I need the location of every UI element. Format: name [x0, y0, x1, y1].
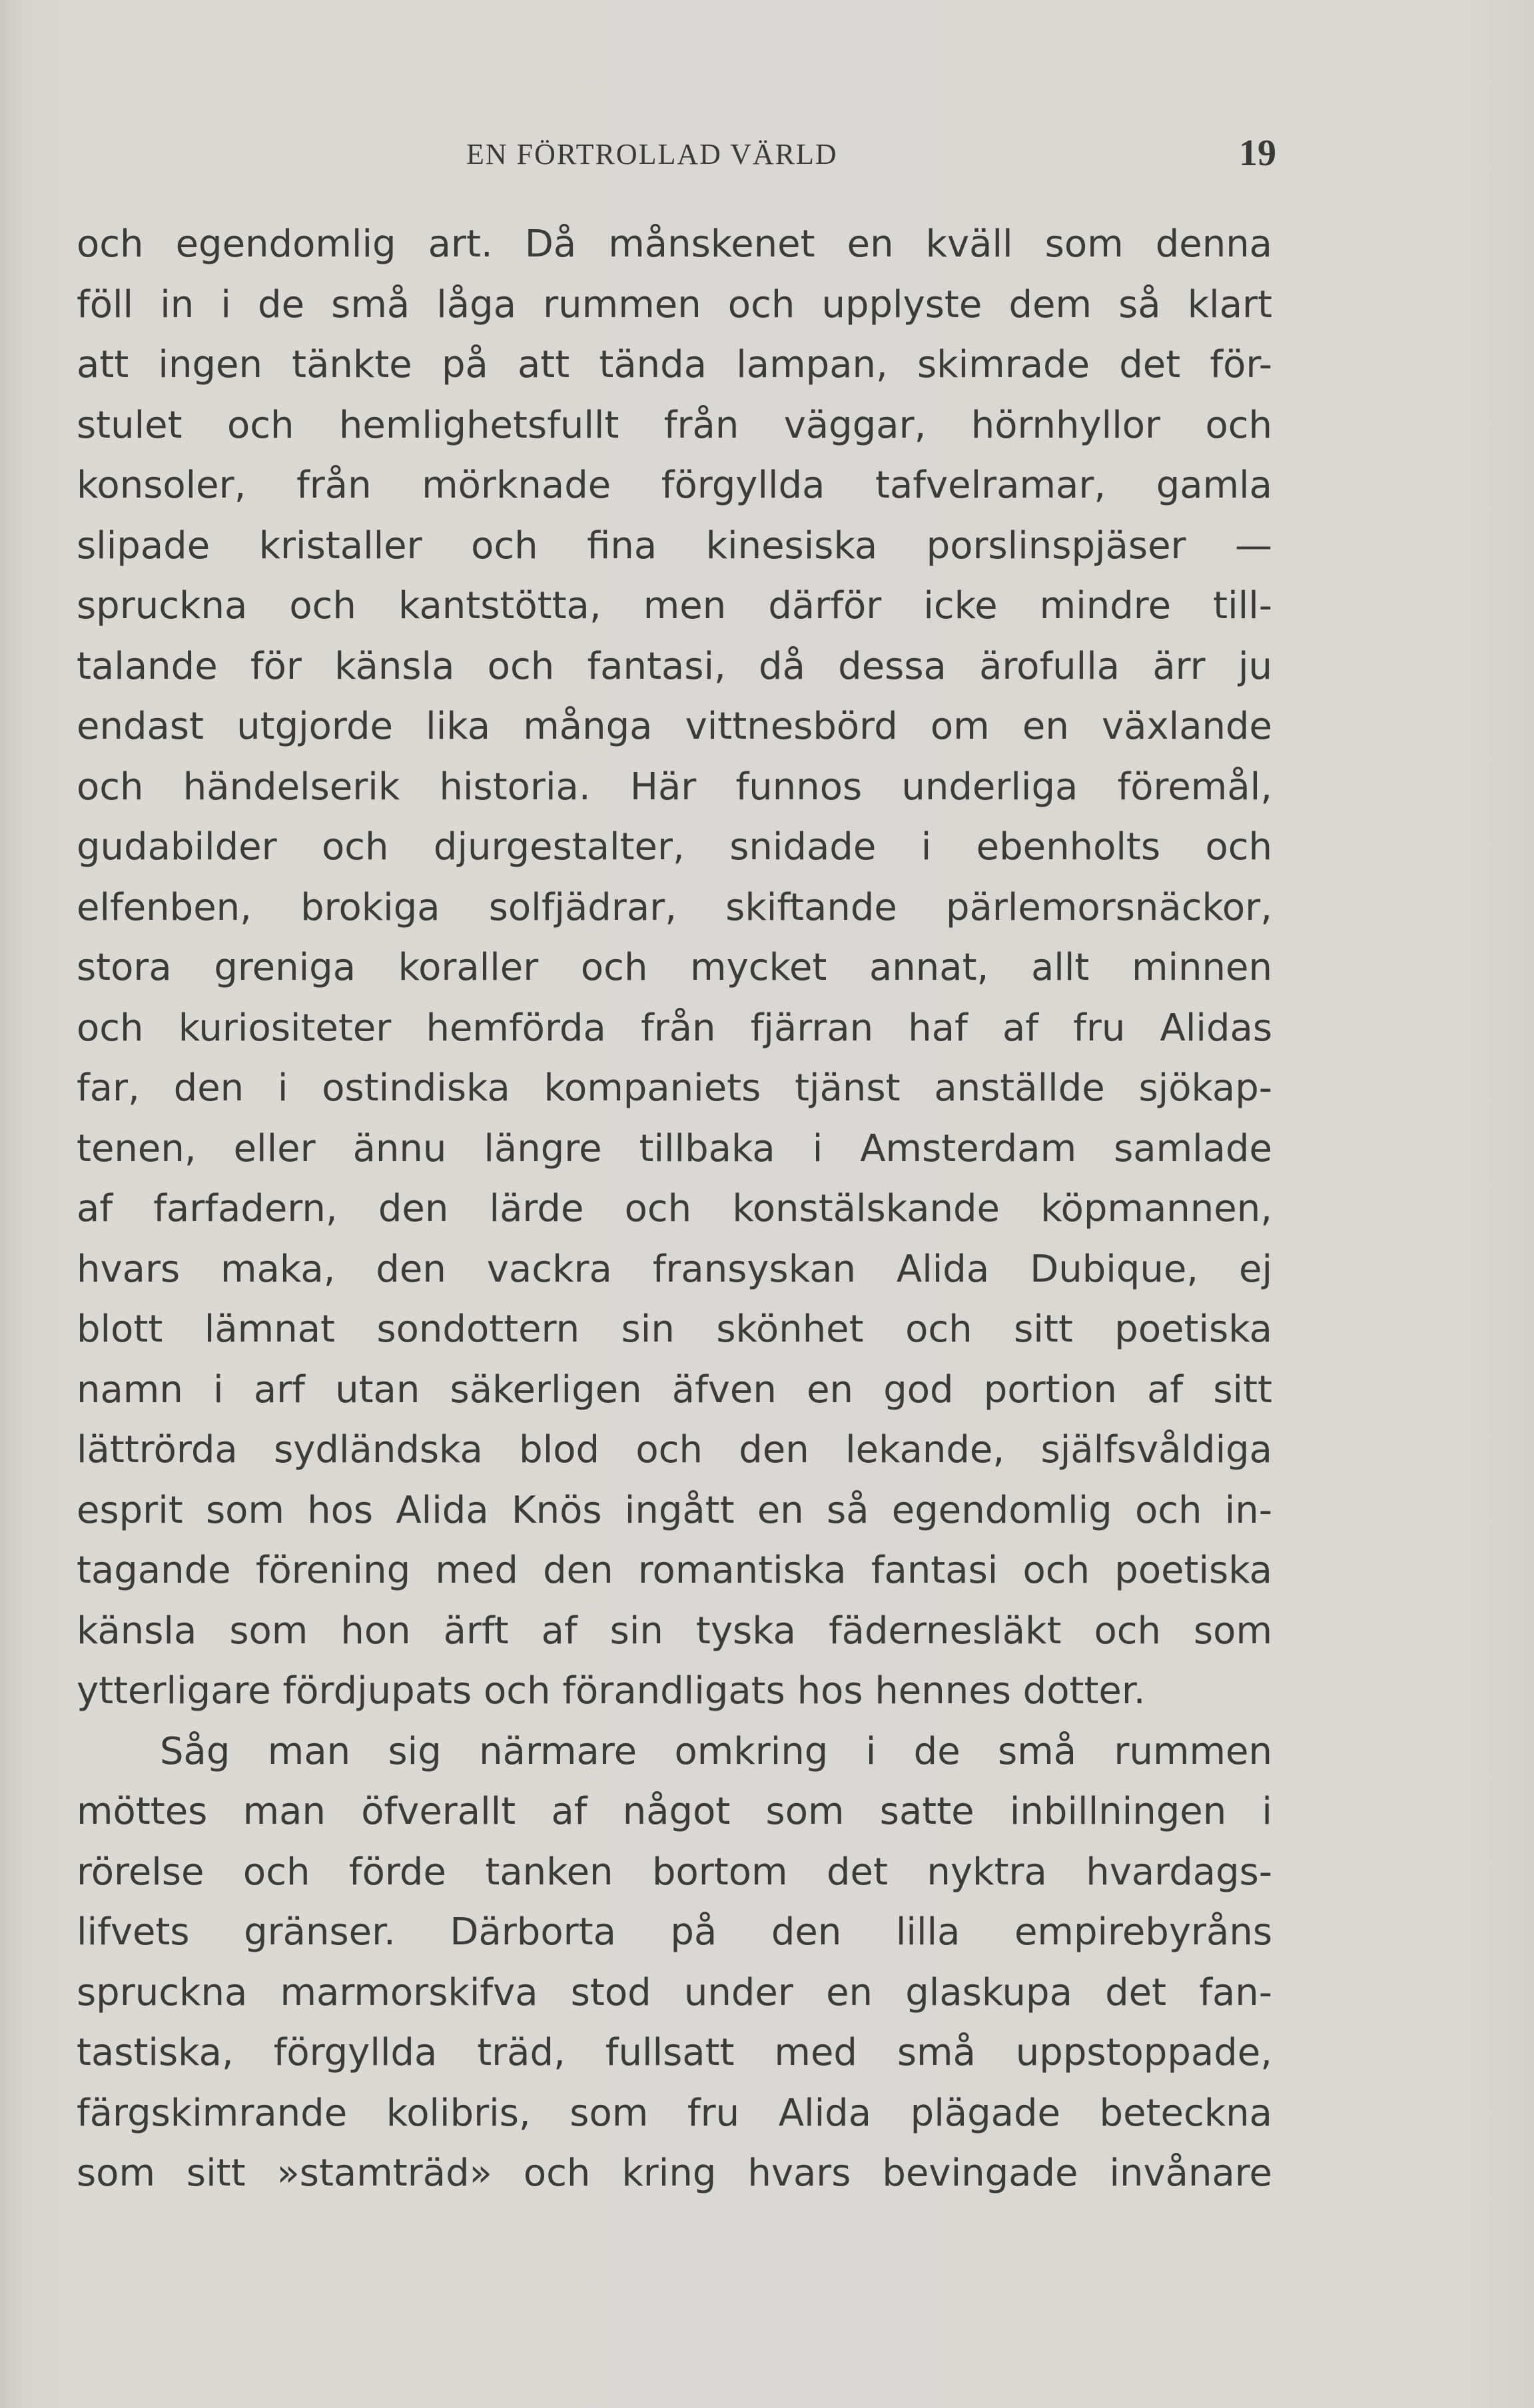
text-line: hvars maka, den vackra fransyskan Alida Dubique, ej: [77, 1247, 1272, 1291]
text-line: möttes man öfverallt af något som satte inbillningen i: [77, 1790, 1272, 1833]
paragraph-first-line: Såg man sig närmare omkring i de små rummen: [160, 1729, 1272, 1773]
text-line: som sitt »stamträd» och kring hvars bevingade invånare: [77, 2152, 1272, 2195]
text-line: talande för känsla och fantasi, då dessa ärofulla ärr ju: [77, 644, 1272, 688]
text-line: rörelse och förde tanken bortom det nyktra hvardags-: [77, 1850, 1272, 1894]
text-line: föll in i de små låga rummen och upplyste dem så klart: [77, 282, 1272, 326]
text-line: lifvets gränser. Därborta på den lilla empirebyråns: [77, 1910, 1272, 1954]
text-line: känsla som hon ärft af sin tyska fädernesläkt och som: [77, 1609, 1272, 1653]
text-line: att ingen tänkte på att tända lampan, skimrade det för-: [77, 343, 1272, 386]
text-line: elfenben, brokiga solfjädrar, skiftande pärlemorsnäckor,: [77, 885, 1272, 929]
text-line: konsoler, från mörknade förgyllda tafvelramar, gamla: [77, 464, 1272, 507]
text-line: namn i arf utan säkerligen äfven en god portion af sitt: [77, 1368, 1272, 1411]
text-line: slipade kristaller och fina kinesiska porslinspjäser —: [77, 524, 1272, 568]
running-title: EN FÖRTROLLAD VÄRLD: [466, 138, 838, 171]
running-head: [0, 132, 1534, 179]
text-line: stora greniga koraller och mycket annat, allt minnen: [77, 946, 1272, 989]
text-line: färgskimrande kolibris, som fru Alida plägade beteckna: [77, 2091, 1272, 2135]
text-line: endast utgjorde lika många vittnesbörd om en växlande: [77, 705, 1272, 748]
page-number: 19: [1239, 133, 1276, 174]
text-line: esprit som hos Alida Knös ingått en så egendomlig och in-: [77, 1488, 1272, 1532]
text-line: blott lämnat sondottern sin skönhet och sitt poetiska: [77, 1308, 1272, 1351]
body-text: [77, 214, 1272, 2204]
text-line: och kuriositeter hemförda från fjärran haf af fru Alidas: [77, 1006, 1272, 1050]
paragraph-last-line: ytterligare fördjupats och förandligats hos hennes dotter.: [77, 1669, 1146, 1713]
text-line: lättrörda sydländska blod och den lekande, själfsvåldiga: [77, 1428, 1272, 1471]
text-line: och egendomlig art. Då månskenet en kväll som denna: [77, 222, 1272, 266]
text-line: spruckna marmorskifva stod under en glaskupa det fan-: [77, 1970, 1272, 2014]
text-line: tagande förening med den romantiska fantasi och poetiska: [77, 1549, 1272, 1592]
text-line: far, den i ostindiska kompaniets tjänst anställde sjökap-: [77, 1066, 1272, 1110]
text-line: tastiska, förgyllda träd, fullsatt med små uppstoppade,: [77, 2031, 1272, 2074]
text-line: stulet och hemlighetsfullt från väggar, hörnhyllor och: [77, 403, 1272, 447]
text-line: tenen, eller ännu längre tillbaka i Amsterdam samlade: [77, 1126, 1272, 1170]
text-line: af farfadern, den lärde och konstälskande köpmannen,: [77, 1187, 1272, 1230]
text-line: och händelserik historia. Här funnos underliga föremål,: [77, 765, 1272, 809]
text-line: gudabilder och djurgestalter, snidade i ebenholts och: [77, 825, 1272, 869]
text-line: spruckna och kantstötta, men därför icke mindre till-: [77, 584, 1272, 627]
